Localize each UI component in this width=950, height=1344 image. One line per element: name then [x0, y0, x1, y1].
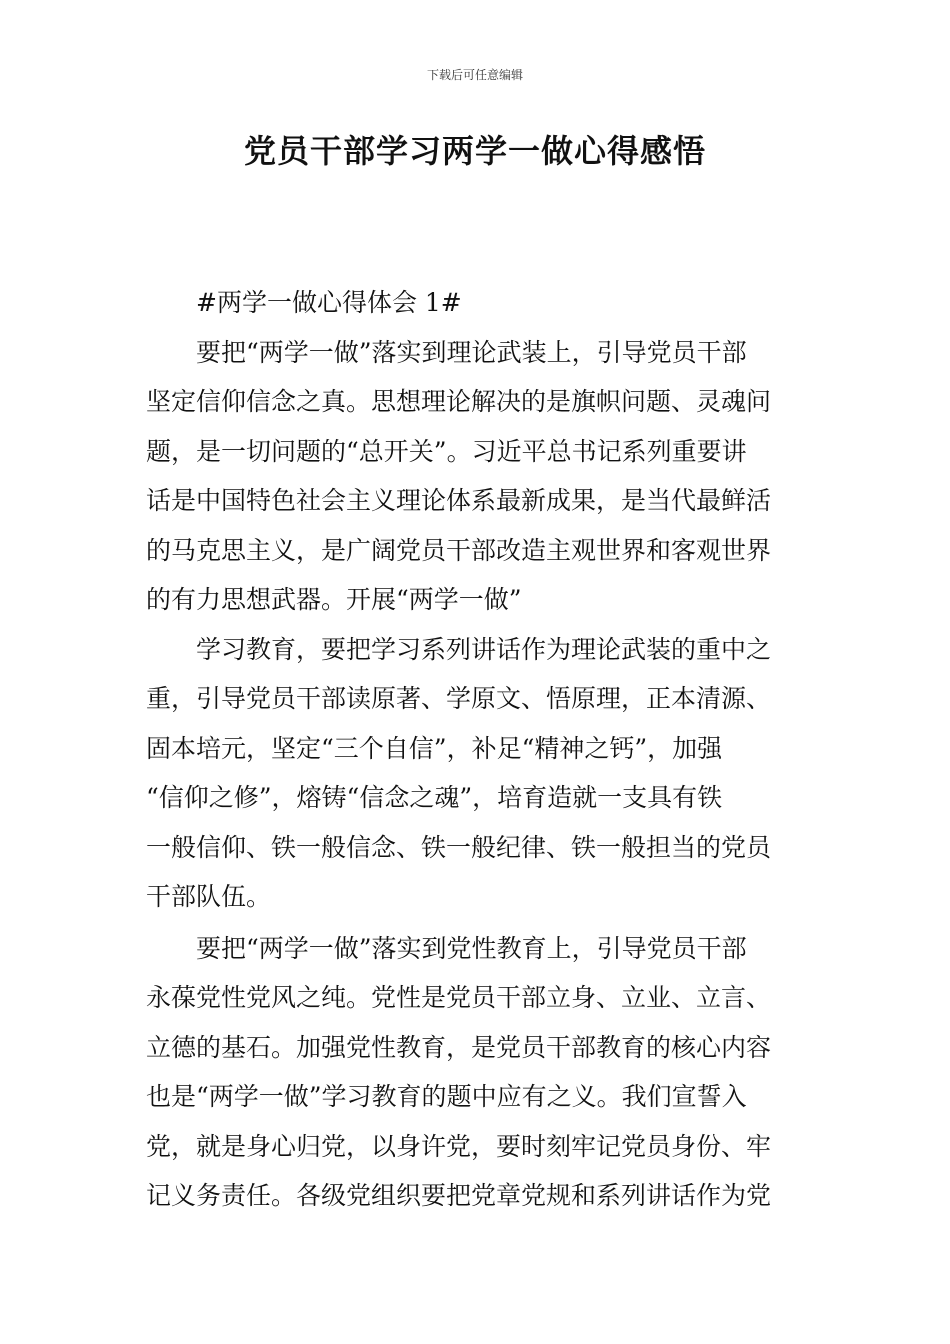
body-line: 题，是一切问题的“总开关”。习近平总书记系列重要讲	[146, 436, 747, 466]
body-line: 干部队伍。	[146, 882, 272, 911]
body-line: 要把“两学一做”落实到理论武装上，引导党员干部	[196, 337, 747, 367]
body-line: 也是“两学一做”学习教育的题中应有之义。我们宣誓入	[146, 1082, 747, 1111]
header-note: 下载后可任意编辑	[426, 68, 523, 82]
document-title: 党员干部学习两学一做心得感悟	[243, 132, 706, 170]
body-line: 一般信仰、铁一般信念、铁一般纪律、铁一般担当的党员	[146, 832, 772, 862]
body-line: 的有力思想武器。开展“两学一做”	[146, 585, 522, 614]
body-line: 话是中国特色社会主义理论体系最新成果，是当代最鲜活	[146, 486, 772, 515]
body-line: 永葆党性党风之纯。党性是党员干部立身、立业、立言、	[146, 983, 772, 1012]
body-line: 重，引导党员干部读原著、学原文、悟原理，正本清源、	[146, 684, 772, 713]
body-line: “信仰之修”，熔铸“信念之魂”，培育造就一支具有铁	[146, 783, 723, 812]
body-line: 的马克思主义，是广阔党员干部改造主观世界和客观世界	[146, 535, 772, 565]
document-body	[146, 285, 808, 1228]
body-line: 党，就是身心归党，以身许党，要时刻牢记党员身份、牢	[146, 1131, 772, 1161]
body-line: 记义务责任。各级党组织要把党章党规和系列讲话作为党	[146, 1181, 772, 1210]
section-heading: #两学一做心得体会 1#	[196, 288, 462, 317]
body-line: 立德的基石。加强党性教育，是党员干部教育的核心内容	[146, 1032, 772, 1062]
body-line: 学习教育，要把学习系列讲话作为理论武装的重中之	[196, 634, 772, 664]
body-line: 固本培元，坚定“三个自信”，补足“精神之钙”，加强	[146, 733, 723, 763]
body-line: 要把“两学一做”落实到党性教育上，引导党员干部	[196, 933, 747, 963]
body-line: 坚定信仰信念之真。思想理论解决的是旗帜问题、灵魂问	[146, 387, 772, 416]
